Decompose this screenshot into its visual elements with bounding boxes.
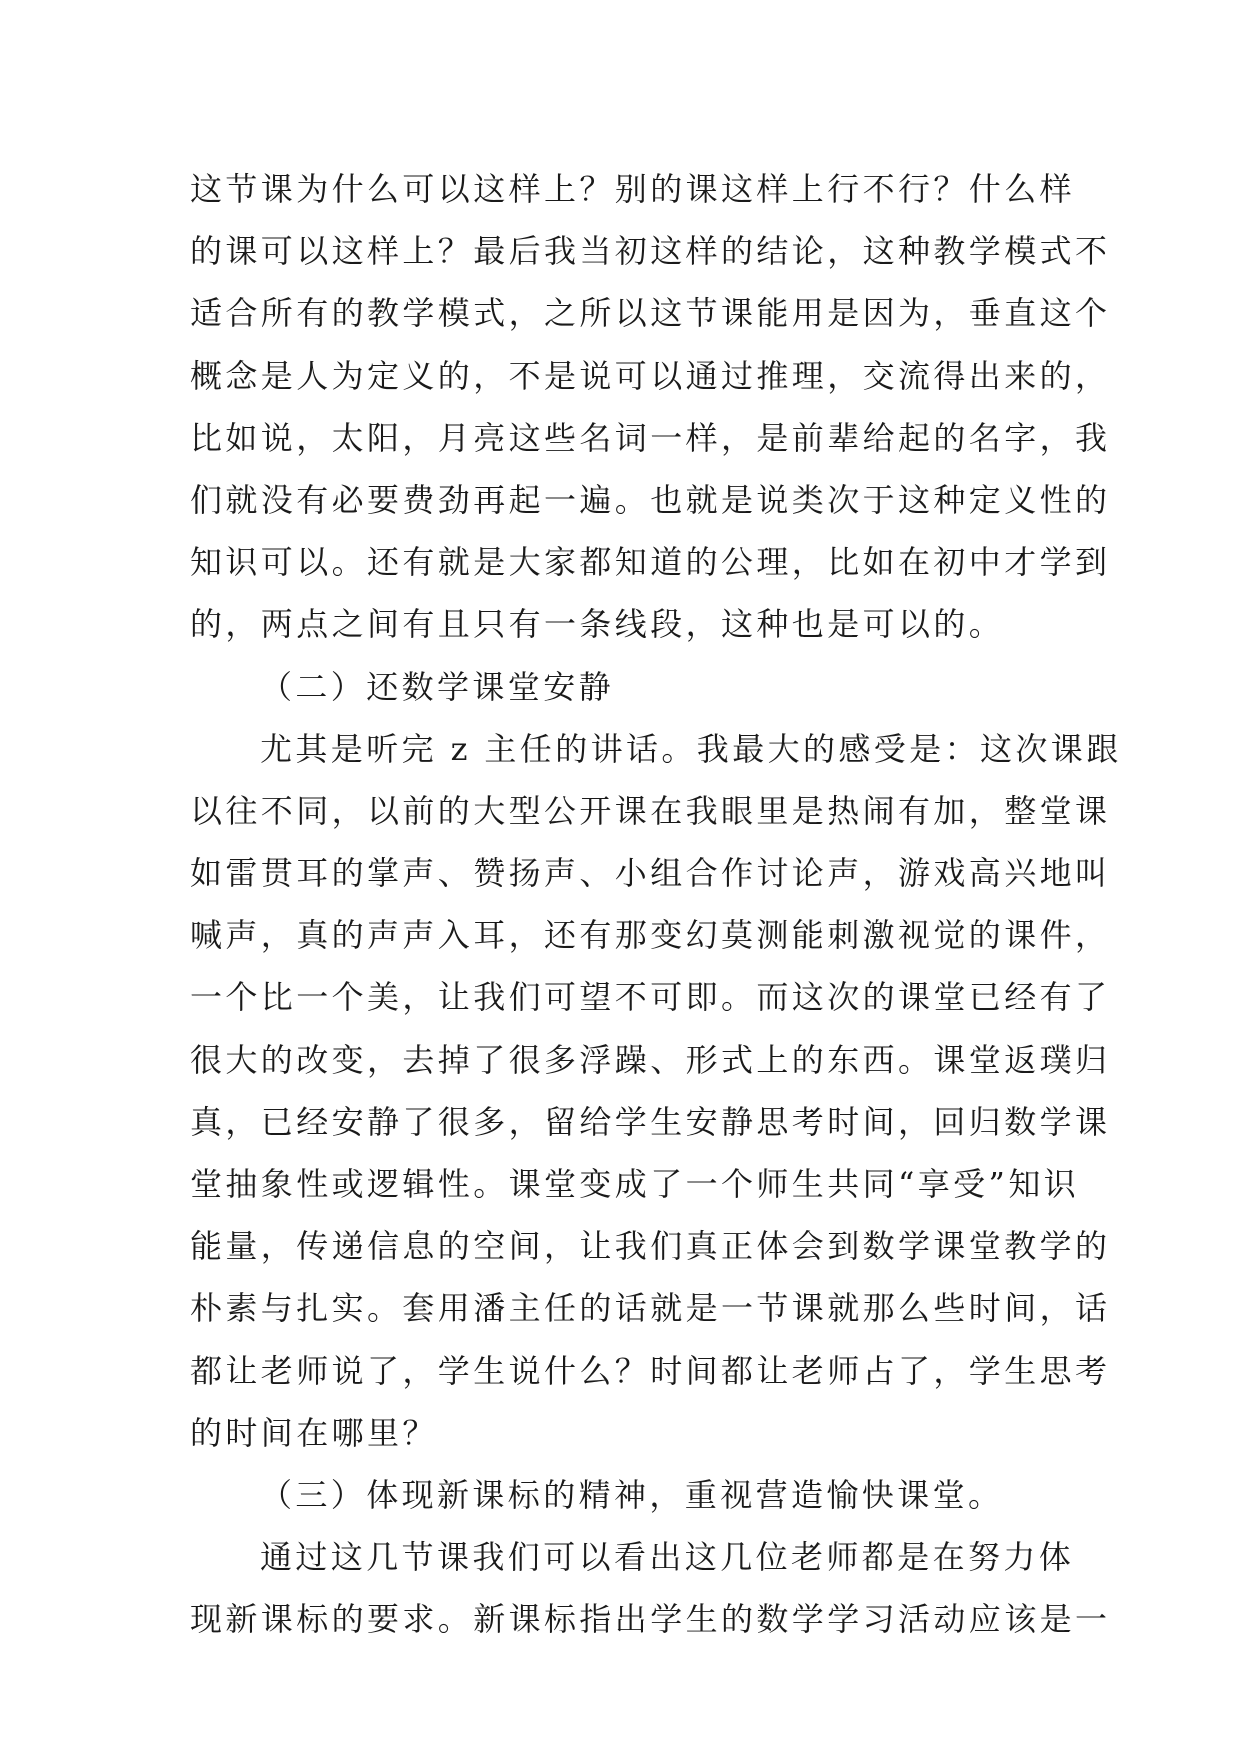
text-line: 知识可以。还有就是大家都知道的公理，比如在初中才学到 bbox=[190, 543, 1111, 582]
text-line: 尤其是听完 z 主任的讲话。我最大的感受是：这次课跟 bbox=[260, 729, 1122, 768]
text-line: 以往不同，以前的大型公开课在我眼里是热闹有加，整堂课 bbox=[190, 791, 1111, 830]
section-heading: （二）还数学课堂安静 bbox=[260, 667, 615, 706]
text-line: 很大的改变，去掉了很多浮躁、形式上的东西。课堂返璞归 bbox=[190, 1040, 1111, 1079]
text-line: 现新课标的要求。新课标指出学生的数学学习活动应该是一 bbox=[190, 1600, 1111, 1639]
text-line: 概念是人为定义的，不是说可以通过推理，交流得出来的， bbox=[190, 356, 1111, 395]
text-line: 朴素与扎实。套用潘主任的话就是一节课就那么些时间，话 bbox=[190, 1289, 1111, 1328]
text-line: 都让老师说了，学生说什么？时间都让老师占了，学生思考 bbox=[190, 1351, 1111, 1390]
text-line: 一个比一个美，让我们可望不可即。而这次的课堂已经有了 bbox=[190, 978, 1111, 1017]
text-line: 的课可以这样上？最后我当初这样的结论，这种教学模式不 bbox=[190, 232, 1111, 271]
section-heading: （三）体现新课标的精神，重视营造愉快课堂。 bbox=[260, 1475, 1004, 1514]
text-line: 通过这几节课我们可以看出这几位老师都是在努力体 bbox=[260, 1538, 1075, 1577]
text-line: 能量，传递信息的空间，让我们真正体会到数学课堂教学的 bbox=[190, 1227, 1111, 1266]
body-text bbox=[190, 158, 1122, 1651]
text-line: 们就没有必要费劲再起一遍。也就是说类次于这种定义性的 bbox=[190, 480, 1111, 519]
text-line: 真，已经安静了很多，留给学生安静思考时间，回归数学课 bbox=[190, 1102, 1111, 1141]
text-line: 的，两点之间有且只有一条线段，这种也是可以的。 bbox=[190, 605, 1005, 644]
text-line: 喊声，真的声声入耳，还有那变幻莫测能刺激视觉的课件， bbox=[190, 916, 1111, 955]
text-line: 堂抽象性或逻辑性。课堂变成了一个师生共同“享受”知识 bbox=[190, 1165, 1080, 1203]
text-line: 的时间在哪里？ bbox=[190, 1413, 438, 1452]
text-line: 如雷贯耳的掌声、赞扬声、小组合作讨论声，游戏高兴地叫 bbox=[190, 854, 1111, 893]
text-line: 比如说，太阳，月亮这些名词一样，是前辈给起的名字，我 bbox=[190, 418, 1111, 457]
text-line: 这节课为什么可以这样上？别的课这样上行不行？什么样 bbox=[190, 170, 1076, 208]
text-line: 适合所有的教学模式，之所以这节课能用是因为，垂直这个 bbox=[190, 294, 1111, 333]
